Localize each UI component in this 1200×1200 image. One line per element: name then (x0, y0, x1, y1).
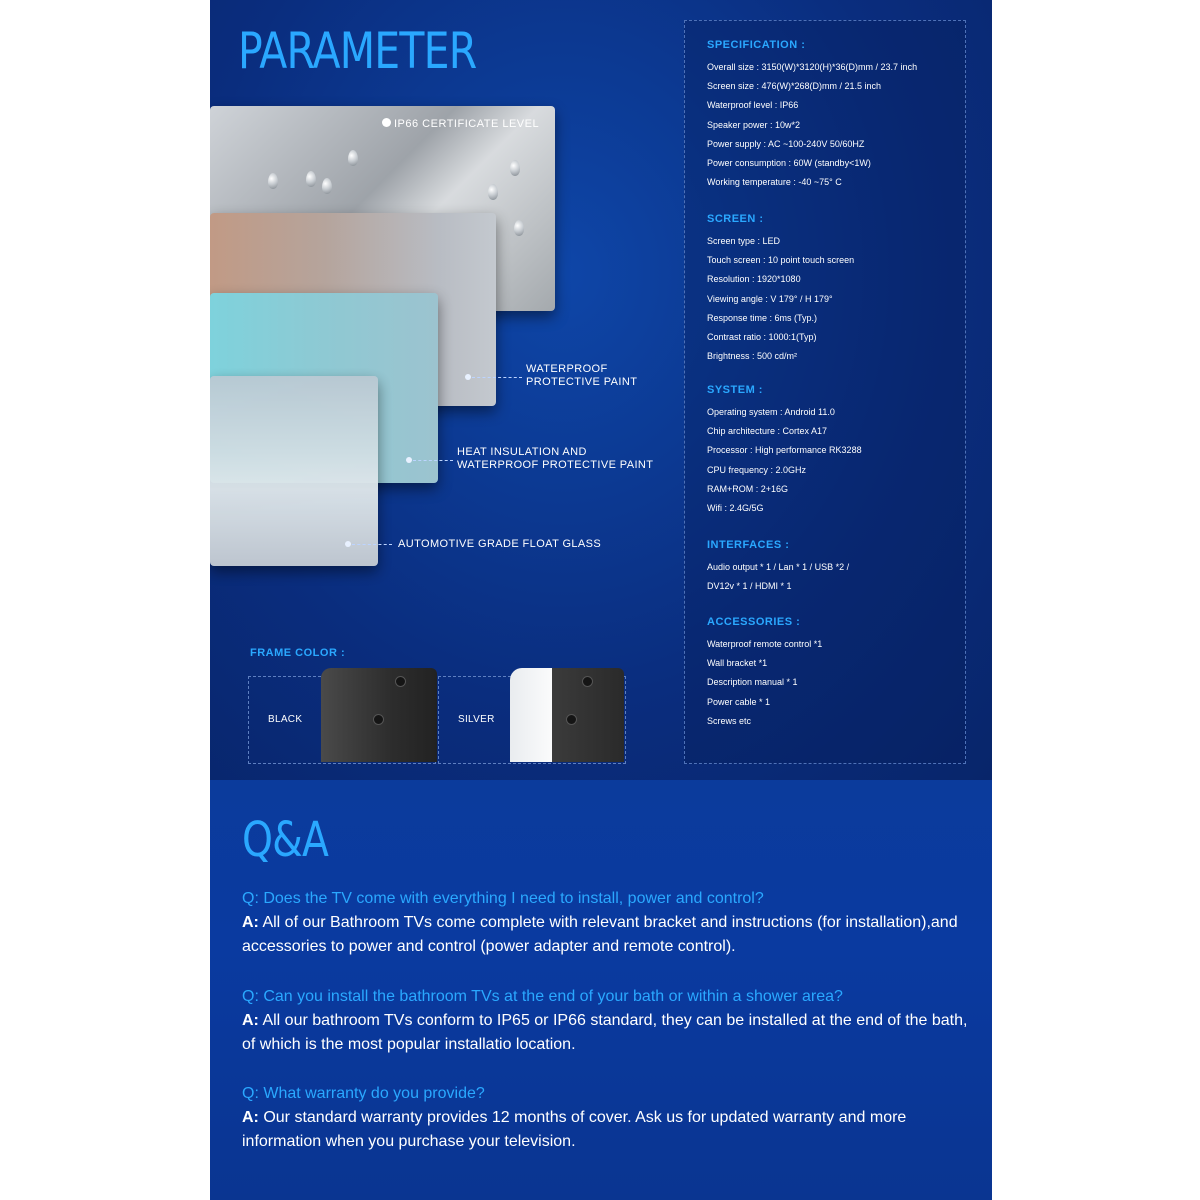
spec-line: Working temperature : -40 ~75° C (707, 177, 842, 188)
qa-item (242, 985, 982, 1057)
spec-line: Touch screen : 10 point touch screen (707, 255, 855, 266)
spec-line: Viewing angle : V 179° / H 179° (707, 293, 833, 304)
callout-text: WATERPROOF PROTECTIVE PAINT (457, 459, 654, 471)
answer-prefix: A: (242, 914, 259, 931)
callout-text: WATERPROOF (526, 363, 608, 375)
water-drop-icon (348, 150, 358, 166)
spec-line: DV12v * 1 / HDMI * 1 (707, 581, 792, 592)
spec-line: Operating system : Android 11.0 (707, 407, 835, 417)
certificate-text: IP66 CERTIFICATE LEVEL (394, 118, 540, 130)
certificate-label (382, 118, 539, 130)
spec-interfaces (707, 539, 849, 596)
frame-color-label: FRAME COLOR : (250, 647, 346, 659)
parameter-title: PARAMETER (238, 22, 477, 80)
spec-heading: INTERFACES : (707, 539, 790, 551)
water-drop-icon (268, 173, 278, 189)
answer-prefix: A: (242, 1109, 259, 1126)
callout-line (352, 544, 392, 545)
float-glass-label: AUTOMOTIVE GRADE FLOAT GLASS (398, 538, 602, 550)
spec-line: Processor : High performance RK3288 (707, 445, 862, 456)
water-icon (382, 118, 391, 127)
spec-line: Audio output * 1 / Lan * 1 / USB *2 / (707, 562, 850, 572)
answer (242, 1106, 982, 1154)
answer (242, 1009, 982, 1057)
spec-heading: SPECIFICATION : (707, 39, 806, 51)
screw-icon (373, 714, 384, 725)
water-drop-icon (510, 160, 520, 176)
screw-icon (395, 676, 406, 687)
water-drop-icon (306, 171, 316, 187)
spec-line: Screen size : 476(W)*268(D)mm / 21.5 inch (707, 81, 882, 92)
qa-item (242, 887, 982, 959)
callout-dot (345, 541, 351, 547)
black-label: BLACK (268, 714, 303, 725)
silver-label: SILVER (458, 714, 495, 725)
spec-line: CPU frequency : 2.0GHz (707, 464, 807, 475)
answer-text: All our bathroom TVs conform to IP65 or IP66 standard, they can be installed at the end of the bath, of which is the most popular installatio location. (242, 1012, 968, 1053)
float-glass-layer (210, 376, 378, 566)
spec-line: Wall bracket *1 (707, 658, 768, 669)
spec-line: Response time : 6ms (Typ.) (707, 312, 818, 323)
parameter-section (210, 0, 992, 780)
question: Q: What warranty do you provide? (242, 1085, 485, 1102)
spec-line: Resolution : 1920*1080 (707, 274, 801, 285)
callout-dot (406, 457, 412, 463)
spec-line: Waterproof remote control *1 (707, 639, 823, 649)
callout-line (413, 460, 453, 461)
qa-title: Q&A (242, 812, 329, 868)
answer-text: Our standard warranty provides 12 months of cover. Ask us for updated warranty and more information when you purchase your television. (242, 1109, 907, 1150)
spec-specification (707, 39, 917, 192)
spec-screen (707, 213, 854, 366)
spec-line: Power consumption : 60W (standby<1W) (707, 158, 871, 169)
spec-accessories (707, 616, 822, 731)
spec-line: Power cable * 1 (707, 696, 771, 707)
spec-line: Brightness : 500 cd/m² (707, 351, 798, 362)
screw-icon (566, 714, 577, 725)
spec-line: Speaker power : 10w*2 (707, 119, 801, 130)
spec-heading: SCREEN : (707, 213, 764, 225)
heat-insulation-label (457, 446, 653, 472)
water-drop-icon (322, 178, 332, 194)
spec-heading: SYSTEM : (707, 384, 763, 396)
product-panel (210, 0, 992, 1200)
question: Q: Can you install the bathroom TVs at the end of your bath or within a shower area? (242, 988, 843, 1005)
callout-line (472, 377, 522, 378)
spec-line: Power supply : AC ~100-240V 50/60HZ (707, 138, 865, 149)
spec-line: Screws etc (707, 715, 752, 726)
answer-prefix: A: (242, 1012, 259, 1029)
answer (242, 911, 982, 959)
spec-line: Wifi : 2.4G/5G (707, 503, 764, 514)
spec-line: Description manual * 1 (707, 677, 798, 688)
callout-text: HEAT INSULATION AND (457, 446, 587, 458)
callout-text: PROTECTIVE PAINT (526, 376, 638, 388)
spec-heading: ACCESSORIES : (707, 616, 801, 628)
waterproof-paint-label (526, 363, 637, 389)
answer-text: All of our Bathroom TVs come complete with relevant bracket and instructions (for installation),and accessories to power and control (power adapter and remote control). (242, 914, 958, 955)
spec-line: Screen type : LED (707, 236, 781, 246)
black-frame-image (321, 668, 437, 762)
qa-item (242, 1082, 982, 1154)
water-drop-icon (488, 184, 498, 200)
spec-panel (684, 20, 966, 764)
spec-line: Overall size : 3150(W)*3120(H)*36(D)mm / 23.7 inch (707, 62, 918, 72)
spec-line: Contrast ratio : 1000:1(Typ) (707, 332, 817, 343)
spec-system (707, 384, 862, 518)
water-drop-icon (514, 220, 524, 236)
spec-line: RAM+ROM : 2+16G (707, 483, 789, 494)
screw-icon (582, 676, 593, 687)
spec-line: Waterproof level : IP66 (707, 100, 799, 111)
silver-frame-image (552, 668, 624, 762)
spec-line: Chip architecture : Cortex A17 (707, 426, 828, 437)
question: Q: Does the TV come with everything I need to install, power and control? (242, 890, 764, 907)
callout-dot (465, 374, 471, 380)
